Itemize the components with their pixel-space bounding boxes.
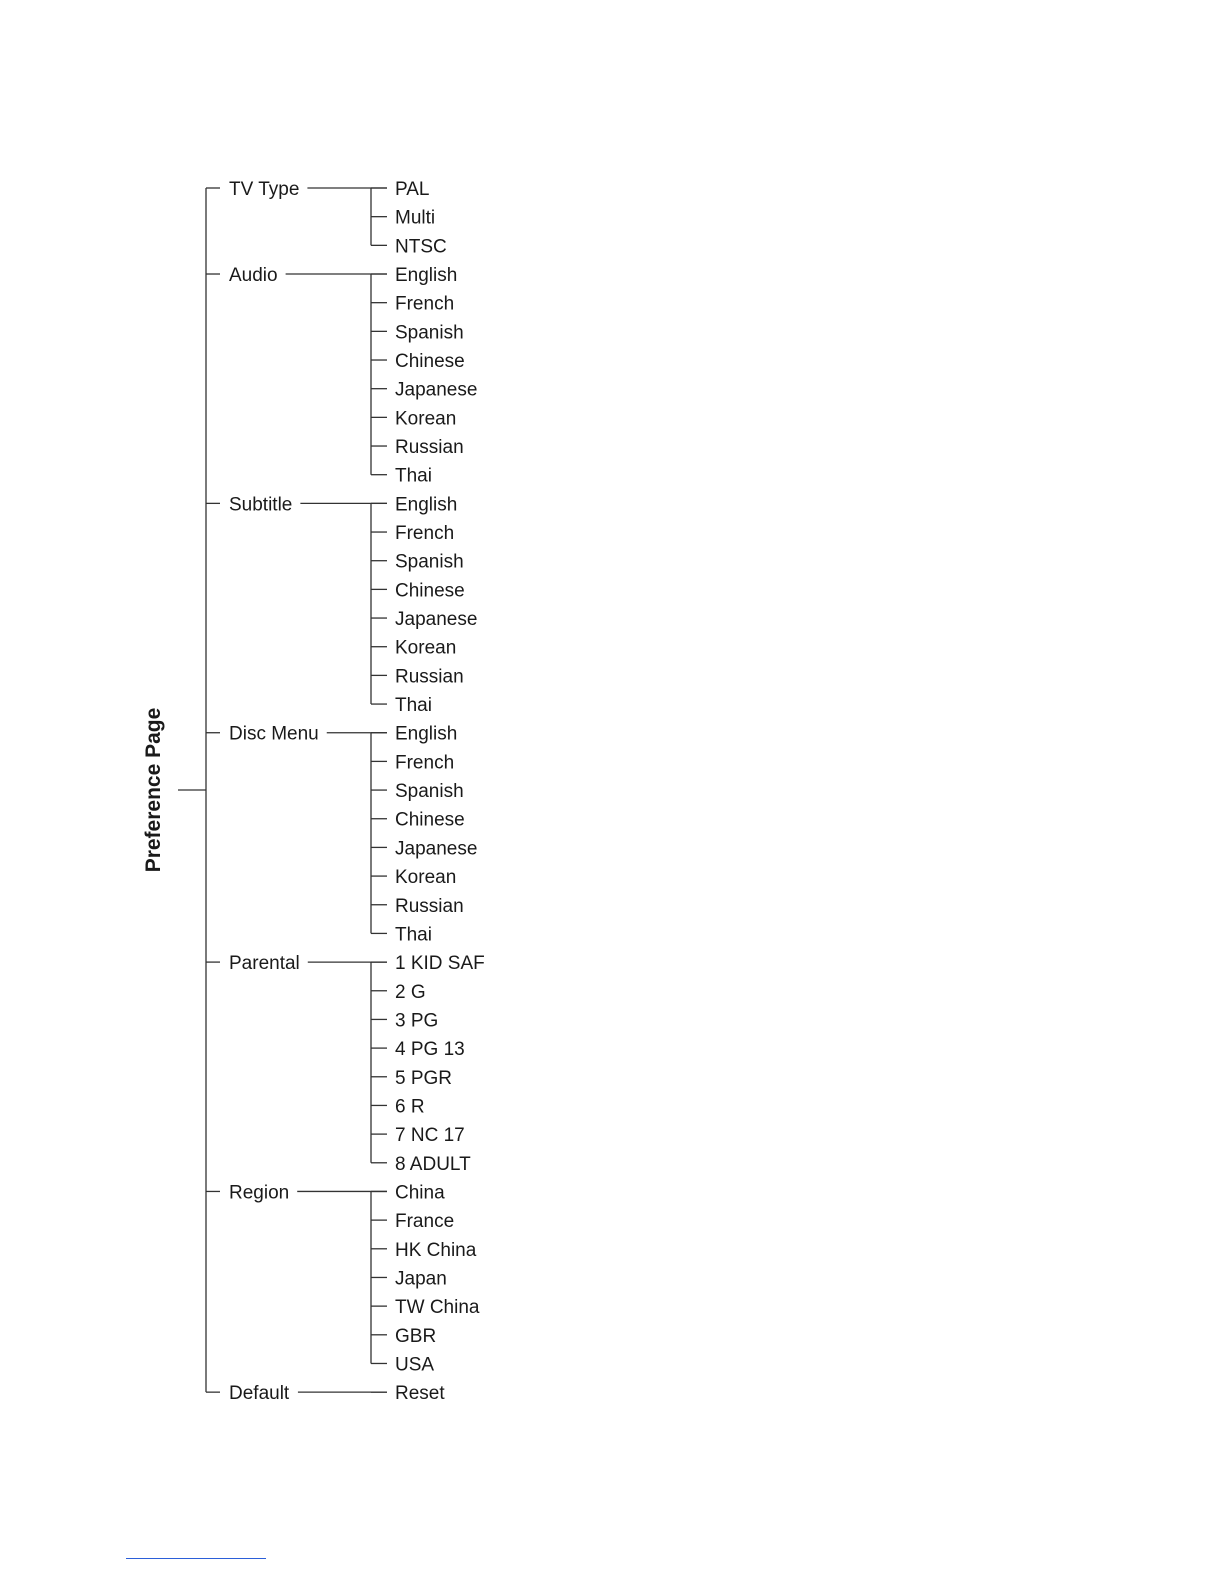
option-label: 2 G: [395, 981, 426, 1003]
category-label: Disc Menu: [229, 723, 319, 745]
option-label: NTSC: [395, 236, 447, 258]
footer-rule: [126, 1558, 266, 1559]
option-label: Korean: [395, 408, 457, 430]
option-label: French: [395, 752, 455, 774]
option-label: 6 R: [395, 1096, 425, 1118]
option-label: TW China: [395, 1297, 480, 1319]
option-label: Korean: [395, 867, 457, 889]
option-label: Thai: [395, 695, 432, 717]
option-label: Russian: [395, 437, 464, 459]
category-label: Default: [229, 1383, 290, 1405]
option-label: Spanish: [395, 781, 464, 803]
option-label: Chinese: [395, 580, 465, 602]
option-label: Japan: [395, 1268, 447, 1290]
option-label: French: [395, 293, 455, 315]
option-label: Thai: [395, 924, 432, 946]
option-label: 7 NC 17: [395, 1125, 465, 1147]
option-label: Chinese: [395, 351, 465, 373]
option-label: Spanish: [395, 322, 464, 344]
option-label: GBR: [395, 1325, 437, 1347]
option-label: Russian: [395, 666, 464, 688]
option-label: USA: [395, 1354, 435, 1376]
option-label: France: [395, 1211, 455, 1233]
option-label: 8 ADULT: [395, 1153, 471, 1175]
option-label: English: [395, 265, 458, 287]
option-label: China: [395, 1182, 445, 1204]
category-label: Parental: [229, 953, 300, 975]
option-label: Japanese: [395, 609, 478, 631]
option-label: English: [395, 723, 458, 745]
option-label: Japanese: [395, 838, 478, 860]
option-label: 4 PG 13: [395, 1039, 465, 1061]
option-label: 5 PGR: [395, 1067, 453, 1089]
option-label: PAL: [395, 179, 430, 200]
option-label: Multi: [395, 207, 436, 229]
category-label: Subtitle: [229, 494, 293, 516]
category-label: Audio: [229, 265, 278, 287]
category-label: TV Type: [229, 179, 300, 200]
option-label: Russian: [395, 895, 464, 917]
option-label: 1 KID SAF: [395, 953, 485, 975]
option-label: Thai: [395, 465, 432, 487]
option-label: Japanese: [395, 379, 478, 401]
option-label: English: [395, 494, 458, 516]
option-label: HK China: [395, 1239, 477, 1261]
option-label: Chinese: [395, 809, 465, 831]
option-label: French: [395, 523, 455, 545]
option-label: Spanish: [395, 551, 464, 573]
option-label: 3 PG: [395, 1010, 439, 1032]
category-label: Region: [229, 1182, 290, 1204]
option-label: Reset: [395, 1383, 445, 1405]
root-label: Preference Page: [142, 707, 165, 873]
option-label: Korean: [395, 637, 457, 659]
